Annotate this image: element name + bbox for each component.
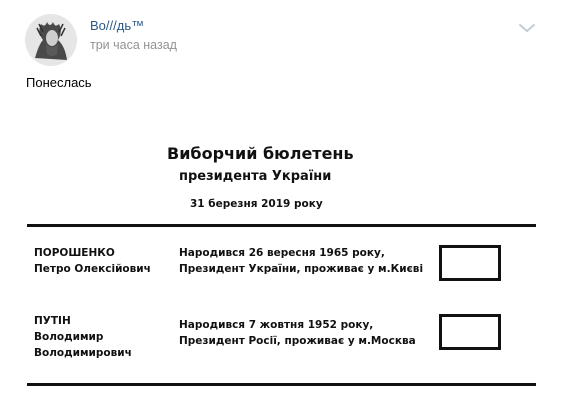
candidate-2-info-line-2: Президент Росії, проживає у м.Москва bbox=[179, 335, 416, 347]
candidate-1-info-line-1: Народився 26 вересня 1965 року, bbox=[179, 247, 385, 259]
divider-top bbox=[27, 224, 536, 227]
candidate-2-info bbox=[179, 317, 416, 349]
post-text: Понеслась bbox=[26, 75, 92, 90]
candidate-1-info bbox=[179, 245, 423, 277]
chevron-down-icon[interactable] bbox=[518, 22, 536, 34]
candidate-1-surname: ПОРОШЕНКО bbox=[34, 247, 115, 259]
ballot-subtitle: президента України bbox=[179, 169, 332, 184]
candidate-2-surname: ПУТІН bbox=[34, 315, 71, 327]
candidate-2-given-name: Володимир bbox=[34, 331, 104, 343]
avatar[interactable] bbox=[25, 14, 77, 66]
candidate-1-name bbox=[34, 245, 151, 277]
author-name-link[interactable]: Во///дь™ bbox=[90, 18, 145, 33]
candidate-2-info-line-1: Народився 7 жовтня 1952 року, bbox=[179, 319, 374, 331]
candidate-2-vote-box bbox=[439, 314, 501, 350]
candidate-1-info-line-2: Президент України, проживає у м.Києві bbox=[179, 263, 424, 275]
ballot-date: 31 березня 2019 року bbox=[190, 198, 323, 210]
candidate-2-name bbox=[34, 313, 132, 361]
candidate-1-vote-box bbox=[439, 245, 501, 281]
candidate-1-given-names: Петро Олексійович bbox=[34, 263, 151, 275]
candidate-2-patronymic: Володимирович bbox=[34, 347, 132, 359]
attached-image-ballot[interactable] bbox=[24, 103, 536, 419]
ballot-title: Виборчий бюлетень bbox=[167, 144, 354, 163]
divider-bottom bbox=[27, 383, 536, 386]
post-timestamp[interactable]: три часа назад bbox=[90, 38, 177, 52]
profile-avatar-icon bbox=[25, 14, 77, 66]
